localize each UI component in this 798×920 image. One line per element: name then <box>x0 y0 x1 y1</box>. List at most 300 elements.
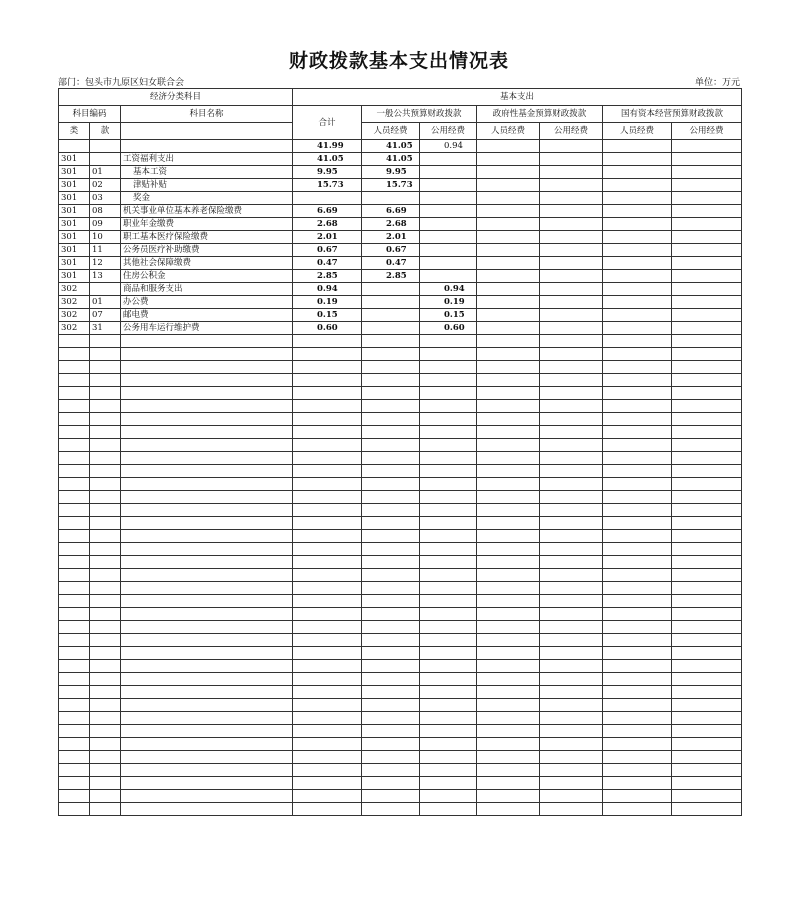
empty-cell <box>90 387 121 400</box>
empty-cell <box>672 166 742 179</box>
empty-cell <box>672 621 742 634</box>
blank-row <box>59 387 742 400</box>
empty-cell <box>603 439 672 452</box>
table-row <box>59 205 742 218</box>
blank-row <box>59 374 742 387</box>
empty-cell <box>293 439 362 452</box>
empty-cell <box>121 335 293 348</box>
empty-cell <box>672 582 742 595</box>
empty-cell <box>121 426 293 439</box>
empty-cell <box>603 608 672 621</box>
empty-cell <box>540 309 603 322</box>
empty-cell <box>420 478 477 491</box>
empty-cell <box>59 530 90 543</box>
empty-cell <box>293 426 362 439</box>
empty-cell <box>603 140 672 153</box>
general-public-cell <box>420 205 477 218</box>
total-cell: 0.67 <box>293 244 362 257</box>
empty-cell <box>540 400 603 413</box>
empty-cell <box>477 803 540 816</box>
empty-cell <box>477 244 540 257</box>
empty-cell <box>477 257 540 270</box>
empty-cell <box>121 634 293 647</box>
empty-cell <box>90 478 121 491</box>
empty-cell <box>362 504 420 517</box>
empty-cell <box>293 374 362 387</box>
item-cell <box>90 283 121 296</box>
empty-cell <box>603 361 672 374</box>
empty-cell <box>603 231 672 244</box>
empty-cell <box>420 387 477 400</box>
total-cell: 41.99 <box>293 140 362 153</box>
empty-cell <box>477 751 540 764</box>
empty-cell <box>293 790 362 803</box>
subject-name-cell <box>121 140 293 153</box>
empty-cell <box>603 491 672 504</box>
subject-name-cell: 职业年金缴费 <box>121 218 293 231</box>
empty-cell <box>59 543 90 556</box>
empty-cell <box>362 738 420 751</box>
empty-cell <box>90 803 121 816</box>
general-public-cell <box>420 218 477 231</box>
empty-cell <box>90 673 121 686</box>
empty-cell <box>420 621 477 634</box>
empty-cell <box>477 673 540 686</box>
empty-cell <box>121 608 293 621</box>
empty-cell <box>603 803 672 816</box>
table-body <box>59 89 742 816</box>
item-cell: 01 <box>90 296 121 309</box>
empty-cell <box>540 660 603 673</box>
empty-cell <box>121 699 293 712</box>
empty-cell <box>59 465 90 478</box>
blank-row <box>59 491 742 504</box>
page-title: 财政拨款基本支出情况表 <box>288 50 509 72</box>
empty-cell <box>603 153 672 166</box>
empty-cell <box>59 803 90 816</box>
empty-cell <box>90 335 121 348</box>
empty-cell <box>90 660 121 673</box>
header-total: 合计 <box>293 106 362 140</box>
table-row <box>59 153 742 166</box>
table-row <box>59 179 742 192</box>
blank-row <box>59 569 742 582</box>
item-cell: 11 <box>90 244 121 257</box>
empty-cell <box>603 348 672 361</box>
category-cell: 301 <box>59 244 90 257</box>
empty-cell <box>293 517 362 530</box>
subject-name-cell: 津贴补贴 <box>121 179 293 192</box>
empty-cell <box>540 712 603 725</box>
empty-cell <box>362 803 420 816</box>
empty-cell <box>90 465 121 478</box>
empty-cell <box>362 556 420 569</box>
empty-cell <box>540 361 603 374</box>
empty-cell <box>477 582 540 595</box>
empty-cell <box>121 413 293 426</box>
empty-cell <box>477 439 540 452</box>
empty-cell <box>420 452 477 465</box>
empty-cell <box>293 712 362 725</box>
empty-cell <box>540 244 603 257</box>
empty-cell <box>540 569 603 582</box>
empty-cell <box>362 530 420 543</box>
empty-cell <box>293 491 362 504</box>
total-cell: 6.69 <box>293 205 362 218</box>
empty-cell <box>121 712 293 725</box>
empty-cell <box>477 374 540 387</box>
empty-cell <box>362 335 420 348</box>
empty-cell <box>121 543 293 556</box>
empty-cell <box>293 335 362 348</box>
empty-cell <box>672 673 742 686</box>
empty-cell <box>477 777 540 790</box>
subject-name-cell: 邮电费 <box>121 309 293 322</box>
empty-cell <box>90 764 121 777</box>
empty-cell <box>362 387 420 400</box>
empty-cell <box>420 335 477 348</box>
empty-cell <box>540 699 603 712</box>
empty-cell <box>121 686 293 699</box>
empty-cell <box>672 348 742 361</box>
header-item: 款 <box>90 123 121 140</box>
general-public-cell <box>420 244 477 257</box>
empty-cell <box>540 140 603 153</box>
empty-cell <box>59 569 90 582</box>
blank-row <box>59 621 742 634</box>
table-row <box>59 244 742 257</box>
empty-cell <box>420 400 477 413</box>
empty-cell <box>672 725 742 738</box>
total-cell: 0.94 <box>293 283 362 296</box>
empty-cell <box>603 764 672 777</box>
empty-cell <box>540 439 603 452</box>
empty-cell <box>672 595 742 608</box>
general-personnel-cell: 0.67 <box>362 244 420 257</box>
blank-row <box>59 504 742 517</box>
header-subject-code: 科目编码 <box>59 106 121 123</box>
empty-cell <box>59 738 90 751</box>
empty-cell <box>540 283 603 296</box>
empty-cell <box>540 153 603 166</box>
empty-cell <box>672 244 742 257</box>
blank-row <box>59 478 742 491</box>
empty-cell <box>477 699 540 712</box>
empty-cell <box>59 400 90 413</box>
empty-cell <box>540 608 603 621</box>
empty-cell <box>540 686 603 699</box>
header-personnel-fund: 人员经费 <box>477 123 540 140</box>
empty-cell <box>540 517 603 530</box>
empty-cell <box>672 439 742 452</box>
empty-cell <box>293 621 362 634</box>
empty-cell <box>293 348 362 361</box>
empty-cell <box>672 309 742 322</box>
empty-cell <box>90 725 121 738</box>
empty-cell <box>59 595 90 608</box>
empty-cell <box>477 309 540 322</box>
empty-cell <box>603 296 672 309</box>
subject-name-cell: 奖金 <box>121 192 293 205</box>
general-personnel-cell: 2.68 <box>362 218 420 231</box>
empty-cell <box>293 465 362 478</box>
empty-cell <box>477 192 540 205</box>
item-cell: 12 <box>90 257 121 270</box>
header-personnel-general: 人员经费 <box>362 123 420 140</box>
blank-row <box>59 660 742 673</box>
empty-cell <box>477 686 540 699</box>
empty-cell <box>59 686 90 699</box>
empty-cell <box>420 361 477 374</box>
empty-cell <box>59 452 90 465</box>
empty-cell <box>90 530 121 543</box>
empty-cell <box>362 491 420 504</box>
empty-cell <box>603 426 672 439</box>
blank-row <box>59 634 742 647</box>
empty-cell <box>59 660 90 673</box>
empty-cell <box>420 413 477 426</box>
empty-cell <box>121 361 293 374</box>
empty-cell <box>672 530 742 543</box>
blank-row <box>59 361 742 374</box>
empty-cell <box>420 439 477 452</box>
blank-row <box>59 335 742 348</box>
empty-cell <box>90 413 121 426</box>
empty-cell <box>672 634 742 647</box>
general-personnel-cell <box>362 309 420 322</box>
empty-cell <box>540 231 603 244</box>
empty-cell <box>59 673 90 686</box>
category-cell: 301 <box>59 257 90 270</box>
subject-name-cell: 机关事业单位基本养老保险缴费 <box>121 205 293 218</box>
header-personnel-capital: 人员经费 <box>603 123 672 140</box>
category-cell: 301 <box>59 192 90 205</box>
empty-cell <box>121 777 293 790</box>
table-row <box>59 192 742 205</box>
empty-cell <box>540 296 603 309</box>
empty-cell <box>540 582 603 595</box>
empty-cell <box>603 738 672 751</box>
empty-cell <box>121 504 293 517</box>
empty-cell <box>121 595 293 608</box>
empty-cell <box>477 348 540 361</box>
table-row <box>59 270 742 283</box>
empty-cell <box>420 647 477 660</box>
general-personnel-cell: 2.85 <box>362 270 420 283</box>
empty-cell <box>293 582 362 595</box>
empty-cell <box>59 712 90 725</box>
empty-cell <box>293 361 362 374</box>
empty-cell <box>672 660 742 673</box>
empty-cell <box>672 452 742 465</box>
table-row <box>59 140 742 153</box>
empty-cell <box>420 660 477 673</box>
empty-cell <box>121 582 293 595</box>
table-row <box>59 166 742 179</box>
empty-cell <box>59 751 90 764</box>
empty-cell <box>540 179 603 192</box>
empty-cell <box>477 179 540 192</box>
general-public-cell: 0.94 <box>420 140 477 153</box>
empty-cell <box>420 803 477 816</box>
empty-cell <box>477 400 540 413</box>
empty-cell <box>672 569 742 582</box>
empty-cell <box>420 491 477 504</box>
header-gov-fund: 政府性基金预算财政拨款 <box>477 106 603 123</box>
empty-cell <box>420 348 477 361</box>
empty-cell <box>540 803 603 816</box>
header-row-1 <box>59 89 742 106</box>
empty-cell <box>603 283 672 296</box>
empty-cell <box>90 790 121 803</box>
empty-cell <box>362 426 420 439</box>
category-cell: 301 <box>59 179 90 192</box>
blank-row <box>59 426 742 439</box>
empty-cell <box>362 361 420 374</box>
empty-cell <box>477 725 540 738</box>
empty-cell <box>672 777 742 790</box>
empty-cell <box>90 517 121 530</box>
empty-cell <box>477 647 540 660</box>
empty-cell <box>420 712 477 725</box>
empty-cell <box>603 335 672 348</box>
item-cell: 01 <box>90 166 121 179</box>
empty-cell <box>362 699 420 712</box>
empty-cell <box>477 335 540 348</box>
header-row-2 <box>59 106 742 123</box>
blank-row <box>59 725 742 738</box>
empty-cell <box>540 218 603 231</box>
empty-cell <box>672 257 742 270</box>
empty-cell <box>293 608 362 621</box>
empty-cell <box>672 478 742 491</box>
empty-cell <box>293 764 362 777</box>
subject-name-cell: 公务员医疗补助缴费 <box>121 244 293 257</box>
empty-cell <box>540 478 603 491</box>
empty-cell <box>293 543 362 556</box>
empty-cell <box>362 478 420 491</box>
empty-cell <box>420 504 477 517</box>
empty-cell <box>293 634 362 647</box>
empty-cell <box>540 673 603 686</box>
header-public-general: 公用经费 <box>420 123 477 140</box>
empty-cell <box>477 634 540 647</box>
subject-name-cell: 其他社会保障缴费 <box>121 257 293 270</box>
empty-cell <box>603 504 672 517</box>
general-personnel-cell: 41.05 <box>362 153 420 166</box>
header-public-fund: 公用经费 <box>540 123 603 140</box>
empty-cell <box>90 595 121 608</box>
empty-cell <box>59 361 90 374</box>
empty-cell <box>672 387 742 400</box>
category-cell: 301 <box>59 231 90 244</box>
empty-cell <box>362 647 420 660</box>
empty-cell <box>540 205 603 218</box>
empty-cell <box>293 777 362 790</box>
empty-cell <box>59 699 90 712</box>
empty-cell <box>121 673 293 686</box>
empty-cell <box>362 348 420 361</box>
empty-cell <box>121 751 293 764</box>
general-personnel-cell: 41.05 <box>362 140 420 153</box>
empty-cell <box>59 777 90 790</box>
empty-cell <box>477 166 540 179</box>
empty-cell <box>121 764 293 777</box>
blank-row <box>59 543 742 556</box>
empty-cell <box>362 400 420 413</box>
empty-cell <box>362 569 420 582</box>
empty-cell <box>121 569 293 582</box>
total-cell: 9.95 <box>293 166 362 179</box>
empty-cell <box>293 673 362 686</box>
empty-cell <box>672 712 742 725</box>
empty-cell <box>603 569 672 582</box>
empty-cell <box>540 413 603 426</box>
empty-cell <box>477 283 540 296</box>
header-public-capital: 公用经费 <box>672 123 742 140</box>
subject-name-cell: 工资福利支出 <box>121 153 293 166</box>
general-public-cell <box>420 192 477 205</box>
empty-cell <box>672 504 742 517</box>
empty-cell <box>362 660 420 673</box>
empty-cell <box>477 790 540 803</box>
empty-cell <box>420 699 477 712</box>
category-cell: 301 <box>59 270 90 283</box>
empty-cell <box>90 374 121 387</box>
header-subject-name: 科目名称 <box>121 106 293 123</box>
item-cell <box>90 153 121 166</box>
empty-cell <box>603 790 672 803</box>
empty-cell <box>540 621 603 634</box>
empty-cell <box>59 387 90 400</box>
empty-cell <box>59 634 90 647</box>
empty-cell <box>603 725 672 738</box>
empty-cell <box>59 556 90 569</box>
empty-cell <box>420 374 477 387</box>
empty-cell <box>603 244 672 257</box>
empty-cell <box>477 530 540 543</box>
empty-cell <box>293 647 362 660</box>
empty-cell <box>603 660 672 673</box>
empty-cell <box>293 660 362 673</box>
blank-row <box>59 803 742 816</box>
subject-name-cell: 办公费 <box>121 296 293 309</box>
empty-cell <box>420 517 477 530</box>
empty-cell <box>672 803 742 816</box>
empty-cell <box>540 374 603 387</box>
blank-row <box>59 608 742 621</box>
header-category: 类 <box>59 123 90 140</box>
table-row <box>59 218 742 231</box>
blank-row <box>59 517 742 530</box>
empty-cell <box>672 608 742 621</box>
general-personnel-cell: 0.47 <box>362 257 420 270</box>
blank-row <box>59 413 742 426</box>
empty-cell <box>362 439 420 452</box>
blank-row <box>59 465 742 478</box>
empty-cell <box>293 725 362 738</box>
empty-cell <box>59 582 90 595</box>
empty-cell <box>293 452 362 465</box>
empty-cell <box>59 517 90 530</box>
empty-cell <box>121 803 293 816</box>
empty-cell <box>540 387 603 400</box>
total-cell: 2.68 <box>293 218 362 231</box>
empty-cell <box>59 790 90 803</box>
empty-cell <box>540 452 603 465</box>
empty-cell <box>90 439 121 452</box>
empty-cell <box>603 699 672 712</box>
